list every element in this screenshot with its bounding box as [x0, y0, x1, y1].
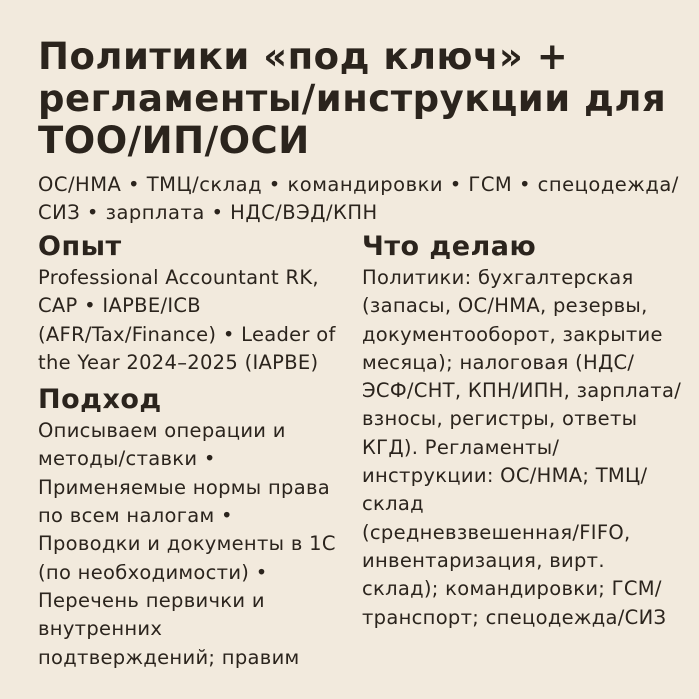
approach-section [38, 385, 338, 672]
left-column [38, 232, 338, 672]
right-column [362, 232, 682, 632]
page-title: Политики «под ключ» + регламенты/инструкции для ТОО/ИП/ОСИ [38, 35, 667, 162]
what-i-do-section [362, 232, 682, 632]
what-i-do-text: Политики: бухгалтерская (запасы, ОС/НМА, резервы, документооборот, закрытие месяца); налоговая (НДС/ЭСФ/СНТ, КПН/ИПН, зарплата/взносы, регистры, ответы КГД). Регламенты/инструкции: ОС/НМА; ТМЦ/склад (средневзвешенная/FIFO, инвентаризация, вирт. склад); командировки; ГСМ/транспорт; спецодежда/СИЗ [362, 266, 682, 629]
topic-tags: ОС/НМА • ТМЦ/склад • командировки • ГСМ • спецодежда/СИЗ • зарплата • НДС/ВЭД/КПН [38, 173, 679, 224]
experience-heading: Опыт [38, 231, 122, 262]
experience-text: Professional Accountant RK, CAP • IAPBE/ICB (AFR/Tax/Finance) • Leader of the Year 2024–2025 (IAPBE) [38, 266, 336, 374]
experience-section [38, 232, 338, 377]
approach-text: Описываем операции и методы/ставки • Применяемые нормы права по всем налогам • Проводки и документы в 1С (по необходимости) • Перечень первички и внутренних подтверждений; правим [38, 419, 336, 669]
what-i-do-heading: Что делаю [362, 231, 537, 262]
approach-heading: Подход [38, 384, 162, 416]
